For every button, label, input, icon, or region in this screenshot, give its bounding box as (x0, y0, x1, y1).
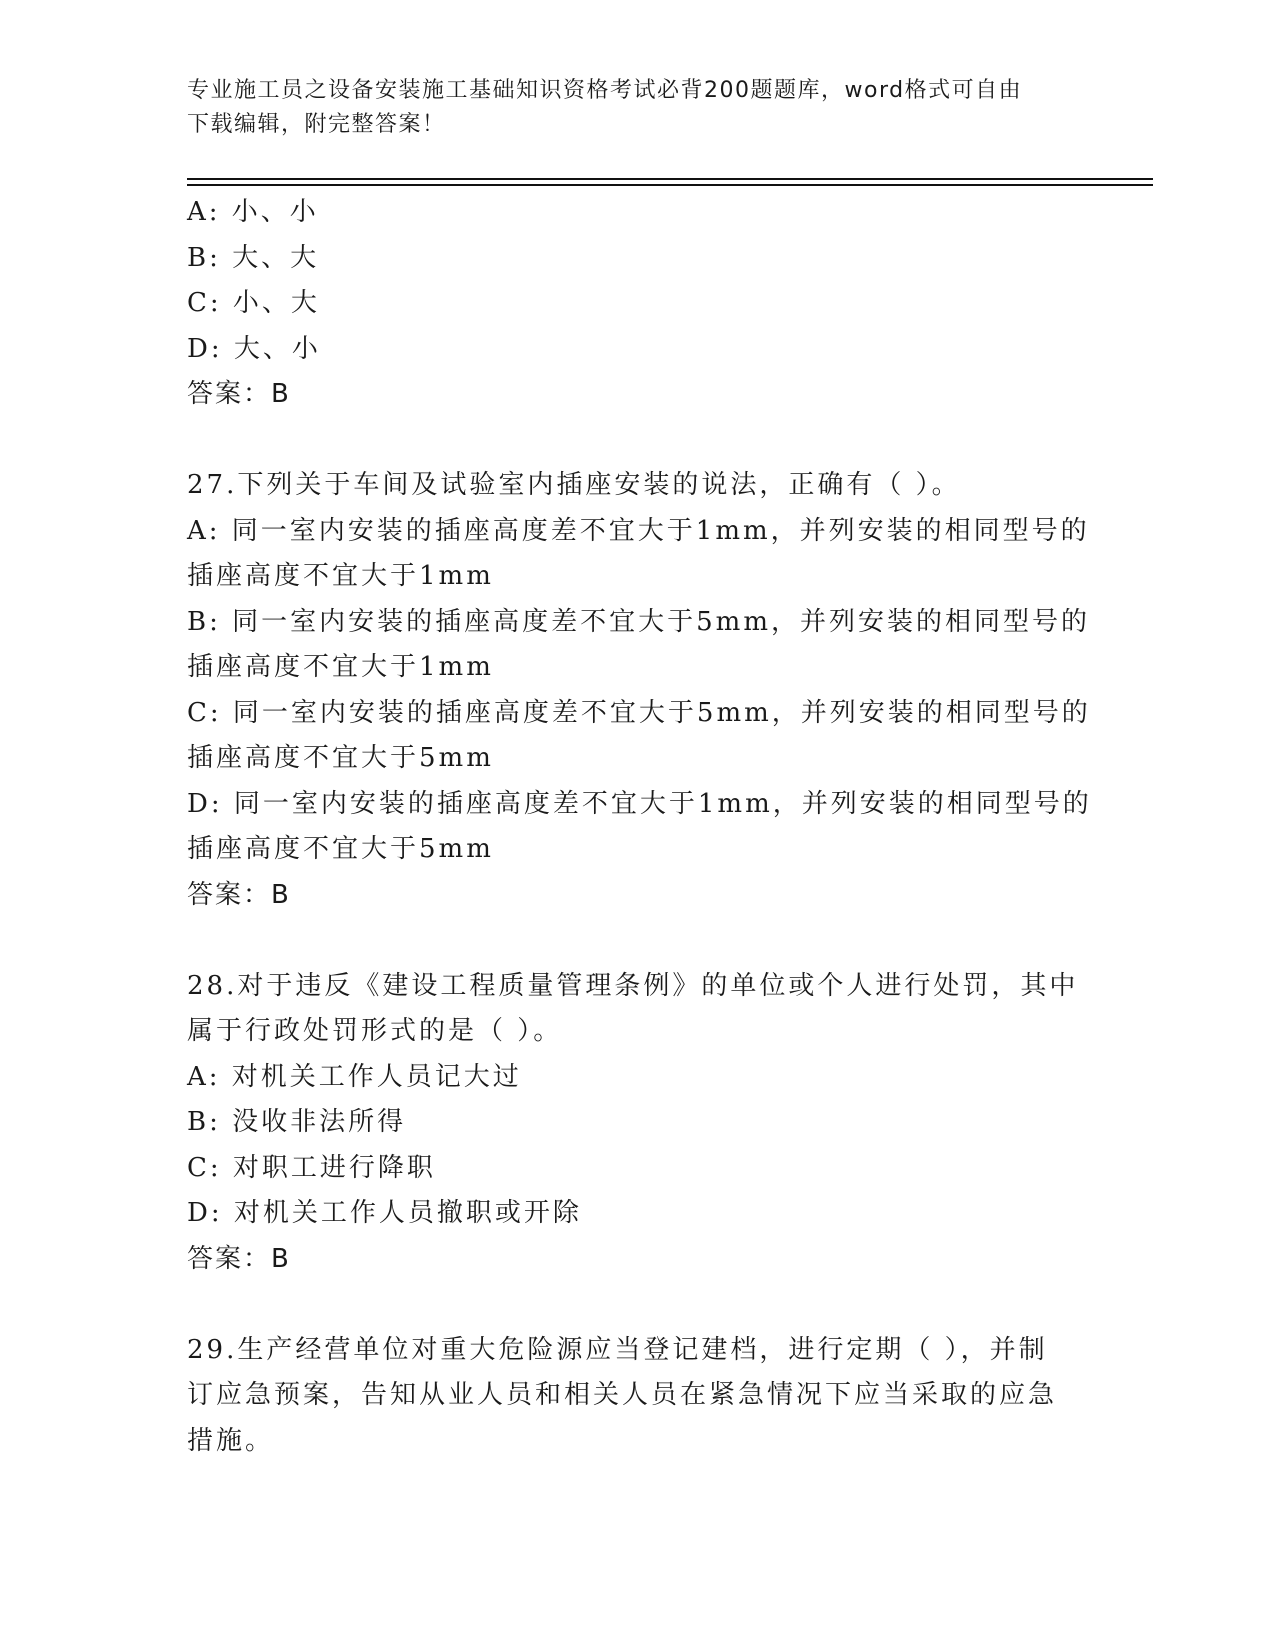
header-line-2: 下载编辑，附完整答案！ (187, 112, 446, 137)
option-line: B: 没收非法所得 (187, 1107, 407, 1137)
question-stem: 28.对于违反《建设工程质量管理条例》的单位或个人进行处罚，其中 (187, 970, 1079, 1001)
question-stem: 29.生产经营单位对重大危险源应当登记建档，进行定期（ ），并制 (187, 1334, 1048, 1365)
spacer (187, 1282, 1087, 1328)
option-line: D: 对机关工作人员撤职或开除 (187, 1198, 582, 1228)
question-28 (187, 964, 1087, 1283)
option-line: A: 小、小 (187, 197, 319, 227)
answer-line: 答案：B (187, 879, 291, 910)
option-line: 插座高度不宜大于5mm (187, 743, 494, 773)
option-line: B: 大、大 (187, 242, 320, 273)
spacer (187, 418, 1087, 464)
option-line: 插座高度不宜大于1mm (187, 561, 494, 591)
spacer (187, 918, 1087, 964)
option-line: A: 同一室内安装的插座高度差不宜大于1mm，并列安装的相同型号的 (187, 515, 1090, 546)
header-divider-top (187, 178, 1153, 180)
answer-line: 答案：B (187, 1243, 291, 1274)
prev-question (187, 190, 1087, 418)
question-stem: 属于行政处罚形式的是（ ）。 (187, 1016, 563, 1046)
option-line: 插座高度不宜大于5mm (187, 834, 494, 864)
header-line-1: 专业施工员之设备安装施工基础知识资格考试必背200题题库，word格式可自由 (187, 78, 1023, 103)
option-line: 插座高度不宜大于1mm (187, 652, 494, 682)
question-29 (187, 1328, 1087, 1465)
option-line: C: 小、大 (187, 288, 320, 318)
option-line: B: 同一室内安装的插座高度差不宜大于5mm，并列安装的相同型号的 (187, 606, 1090, 637)
document-header (187, 74, 1087, 142)
header-divider-bottom (187, 184, 1153, 186)
option-line: D: 同一室内安装的插座高度差不宜大于1mm，并列安装的相同型号的 (187, 788, 1092, 819)
answer-line: 答案：B (187, 379, 291, 409)
question-27 (187, 463, 1092, 918)
question-stem: 订应急预案，告知从业人员和相关人员在紧急情况下应当采取的应急 (187, 1380, 1058, 1410)
option-line: C: 对职工进行降职 (187, 1152, 436, 1183)
question-stem: 27.下列关于车间及试验室内插座安装的说法，正确有（ ）。 (187, 470, 961, 500)
question-content (187, 190, 1092, 1464)
option-line: D: 大、小 (187, 333, 321, 364)
option-line: A: 对机关工作人员记大过 (187, 1061, 522, 1092)
question-stem: 措施。 (187, 1425, 275, 1456)
option-line: C: 同一室内安装的插座高度差不宜大于5mm，并列安装的相同型号的 (187, 697, 1091, 728)
